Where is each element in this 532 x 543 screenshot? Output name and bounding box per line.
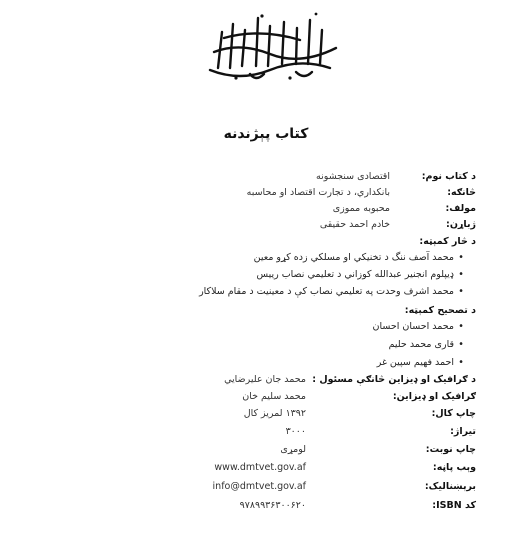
translator-value: خادم احمد حقیقی [319, 219, 390, 230]
supervision-list [148, 252, 468, 302]
field-value-row [247, 187, 390, 199]
list-item: •محمد احسان احسان [373, 321, 468, 333]
website-label: وېب پاڼه: [432, 462, 476, 473]
correction-row [405, 305, 476, 317]
page-title: کتاب پېژندنه [223, 126, 309, 142]
list-item: •قاری محمد حلیم [389, 339, 468, 351]
bullet-icon: • [458, 269, 464, 280]
author-label: مولف: [445, 203, 476, 214]
graphics-label: ګرافیک او ډیزاین: [392, 391, 476, 402]
translator-value-row [320, 219, 390, 231]
bullet-icon: • [458, 339, 464, 350]
field-value: بانکداري، د تجارت اقتصاد او محاسبه [246, 187, 390, 198]
website-value[interactable]: www.dmtvet.gov.af [214, 462, 306, 473]
translator-label: ژباړن: [446, 219, 476, 230]
edition-row [426, 444, 476, 456]
list-item: •احمد فهیم سپین غر [377, 357, 468, 369]
email-value-row [213, 481, 306, 493]
author-row [445, 203, 476, 215]
book-name-value-row [316, 171, 390, 183]
email-value[interactable]: info@dmtvet.gov.af [212, 481, 306, 492]
supervision-label: د څار کمېټه: [419, 236, 476, 247]
book-name-value: اقتصادی سنجشونه [316, 171, 390, 182]
website-row [433, 462, 476, 474]
print-year-label: چاپ کال: [431, 408, 476, 419]
supervision-row [419, 236, 476, 248]
edition-value: لومړی [280, 444, 306, 455]
print-year-value: ۱۳۹۲ لمریز کال [243, 408, 306, 419]
print-year-value-row [244, 408, 306, 420]
list-item: •ډیپلوم انجنیر عبدالله کوزاني د تعلیمي نصاب رییس [256, 269, 468, 281]
book-name-label: د کتاب نوم: [421, 171, 476, 182]
isbn-row [432, 500, 476, 512]
edition-value-row [280, 444, 306, 456]
website-value-row [214, 462, 306, 474]
bullet-icon: • [458, 357, 464, 368]
bullet-icon: • [458, 286, 464, 297]
copies-value: ۳۰۰۰ [285, 426, 306, 437]
graphics-value-row [242, 391, 306, 403]
author-value-row [333, 203, 390, 215]
graphics-row [393, 391, 476, 403]
graphics-resp-value: محمد جان علیرضایي [224, 374, 306, 385]
graphics-resp-value-row [224, 374, 306, 386]
isbn-value-row [240, 500, 306, 512]
email-row [425, 481, 476, 493]
translator-row [446, 219, 476, 231]
bullet-icon: • [458, 252, 464, 263]
copies-row [450, 426, 476, 438]
graphics-resp-label: د ګرافیک او ډیزاین څانګې مسئول : [312, 374, 476, 385]
print-year-row [432, 408, 476, 420]
graphics-value: محمد سلیم خان [242, 391, 306, 402]
email-label: برېښنالیک: [424, 481, 476, 492]
isbn-value: ۹۷۸۹۹۳۶۳۰۰۶۲۰ [239, 500, 306, 511]
book-name-row [422, 171, 476, 183]
copies-label: تیراژ: [450, 426, 476, 437]
graphics-resp-row [312, 374, 476, 386]
copies-value-row [286, 426, 306, 438]
author-value: محبوبه مموزی [332, 203, 390, 214]
bullet-icon: • [458, 321, 464, 332]
correction-label: د تصحیح کمېټه: [404, 305, 476, 316]
list-item: •محمد آصف ننگ د تخنیکي او مسلکي زده کړو معین [254, 252, 468, 264]
list-item: •محمد اشرف وحدت په تعلیمي نصاب کې د معینیت د مقام سلاکار [199, 286, 468, 298]
bismillah-calligraphy-logo [200, 8, 346, 84]
correction-list [268, 321, 468, 371]
field-label: څانګه: [447, 187, 476, 198]
isbn-label: کد ISBN: [432, 500, 476, 511]
edition-label: چاپ نوبت: [425, 444, 476, 455]
field-row [447, 187, 476, 199]
